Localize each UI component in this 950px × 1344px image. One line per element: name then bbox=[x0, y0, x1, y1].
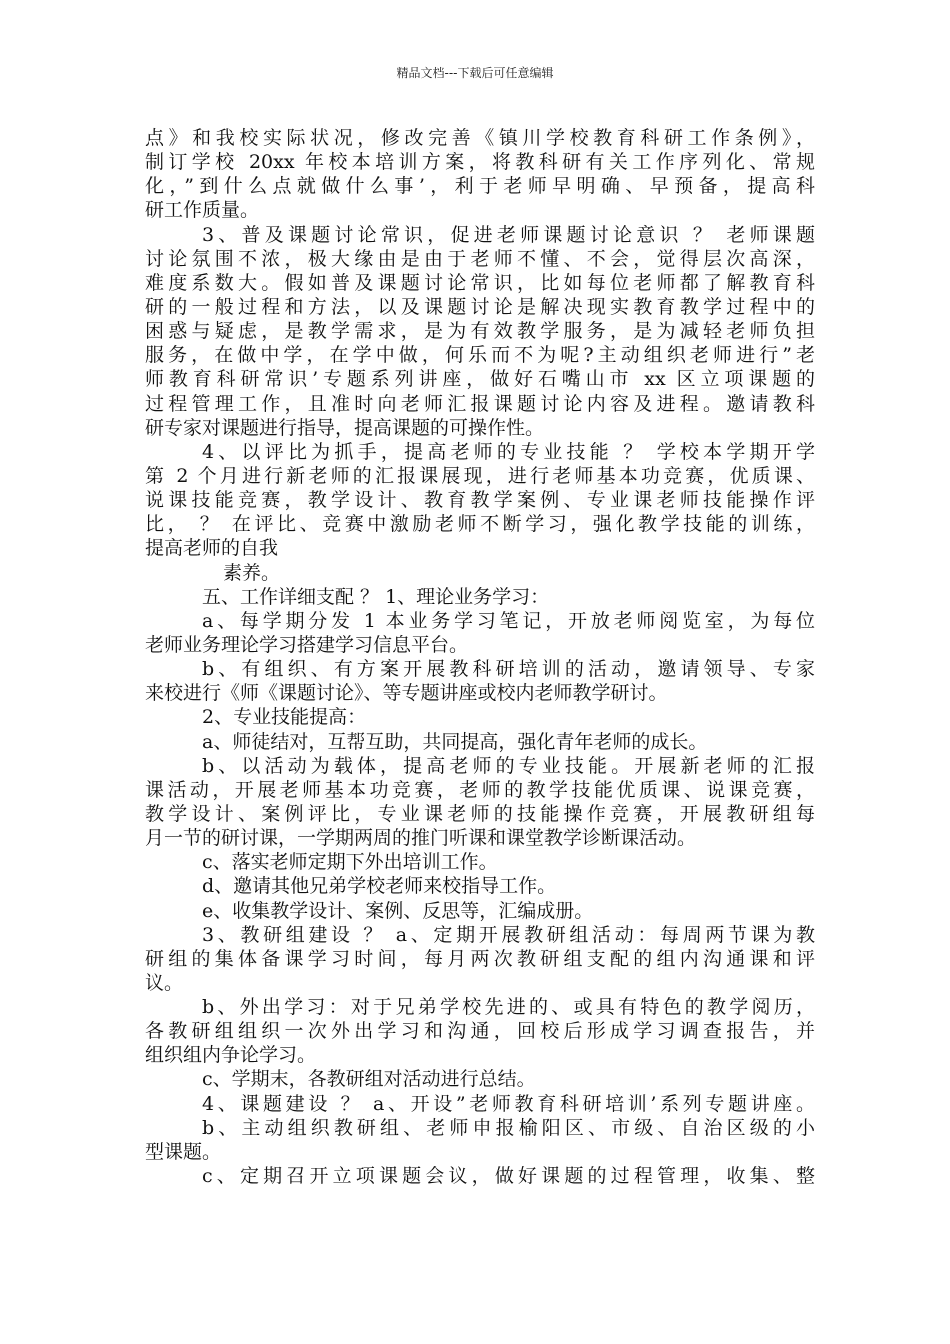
text-line: e、收集教学设计、案例、反思等，汇编成册。 bbox=[202, 899, 594, 922]
text-line: 老师业务理论学习搭建学习信息平台。 bbox=[145, 633, 469, 656]
text-line: 型课题。 bbox=[145, 1140, 222, 1163]
text-line: 素养。 bbox=[223, 561, 281, 584]
text-line: 难度系数大。假如普及课题讨论常识，比如每位老师都了解教育科 bbox=[145, 271, 815, 294]
text-line: 制订学校 20xx 年校本培训方案，将教科研有关工作序列化、常规 bbox=[145, 151, 815, 174]
text-line: c、落实老师定期下外出培训工作。 bbox=[202, 851, 498, 874]
text-line: 2、专业技能提高： bbox=[202, 706, 367, 729]
text-line: c、学期末，各教研组对活动进行总结。 bbox=[202, 1068, 536, 1091]
text-line: 说课技能竞赛，教学设计、教育教学案例、专业课老师技能操作评 bbox=[145, 489, 815, 512]
text-line: 各教研组组织一次外出学习和沟通，回校后形成学习调查报告，并 bbox=[145, 1020, 815, 1043]
text-line: 4、课题建设 ？ a、开设”老师教育科研培训’系列专题讲座。 bbox=[202, 1092, 815, 1115]
text-line: c、定期召开立项课题会议，做好课题的过程管理，收集、整 bbox=[202, 1165, 815, 1188]
text-line: 提高老师的自我 bbox=[145, 537, 279, 560]
text-line: 议。 bbox=[145, 971, 184, 994]
text-line: 组织组内争论学习。 bbox=[145, 1044, 317, 1067]
text-line: 研的一般过程和方法，以及课题讨论是解决现实教育教学过程中的 bbox=[145, 295, 815, 318]
text-line: 4、以评比为抓手，提高老师的专业技能 ？ 学校本学期开学 bbox=[202, 440, 815, 463]
text-line: 讨论氛围不浓，极大缘由是由于老师不懂、不会，觉得层次高深， bbox=[145, 247, 815, 270]
text-line: b、外出学习：对于兄弟学校先进的、或具有特色的教学阅历， bbox=[202, 996, 815, 1019]
text-line: 3、普及课题讨论常识，促进老师课题讨论意识 ？ 老师课题 bbox=[202, 223, 815, 246]
text-line: a、每学期分发 1 本业务学习笔记，开放老师阅览室，为每位 bbox=[202, 609, 815, 632]
document-body bbox=[145, 126, 815, 1188]
text-line: 五、工作详细支配 ？ 1、理论业务学习： bbox=[202, 585, 550, 608]
text-line: 困惑与疑虑，是教学需求，是为有效教学服务，是为减轻老师负担 bbox=[145, 320, 815, 343]
text-line: 化，”到什么点就做什么事’，利于老师早明确、早预备，提高科 bbox=[145, 175, 815, 198]
text-line: 课活动，开展老师基本功竞赛，老师的教学技能优质课、说课竞赛， bbox=[145, 778, 815, 801]
text-line: 教学设计、案例评比，专业课老师的技能操作竞赛，开展教研组每 bbox=[145, 802, 815, 825]
text-line: 点》和我校实际状况，修改完善《镇川学校教育科研工作条例》， bbox=[145, 127, 815, 149]
text-line: 3、教研组建设 ？ a、定期开展教研组活动：每周两节课为教 bbox=[202, 923, 815, 946]
text-line: 研专家对课题进行指导，提高课题的可操作性。 bbox=[145, 416, 545, 439]
text-line: 研组的集体备课学习时间，每月两次教研组支配的组内沟通课和评 bbox=[145, 947, 815, 970]
text-line: 师教育科研常识’专题系列讲座，做好石嘴山市 xx 区立项课题的 bbox=[145, 368, 815, 391]
page-header: 精品文档---下载后可任意编辑 bbox=[396, 66, 554, 80]
text-line: 比， ？ 在评比、竞赛中激励老师不断学习，强化教学技能的训练， bbox=[145, 513, 815, 536]
text-line: d、邀请其他兄弟学校老师来校指导工作。 bbox=[202, 875, 557, 898]
text-line: 来校进行《师《课题讨论》、等专题讲座或校内老师教学研讨。 bbox=[145, 682, 668, 705]
text-line: 过程管理工作，且准时向老师汇报课题讨论内容及进程。邀请教科 bbox=[145, 392, 815, 415]
text-line: 月一节的研讨课，一学期两周的推门听课和课堂教学诊断课活动。 bbox=[145, 827, 697, 850]
text-line: b、主动组织教研组、老师申报榆阳区、市级、自治区级的小 bbox=[202, 1116, 815, 1139]
text-line: 第 2 个月进行新老师的汇报课展现，进行老师基本功竞赛，优质课、 bbox=[145, 464, 815, 487]
text-line: 研工作质量。 bbox=[145, 199, 260, 222]
text-line: a、师徒结对，互帮互助，共同提高，强化青年老师的成长。 bbox=[202, 730, 708, 753]
text-line: 服务，在做中学，在学中做，何乐而不为呢?主动组织老师进行”老 bbox=[145, 344, 815, 367]
text-line: b、有组织、有方案开展教科研培训的活动，邀请领导、专家 bbox=[202, 658, 815, 681]
text-line: b、以活动为载体，提高老师的专业技能。开展新老师的汇报 bbox=[202, 754, 815, 777]
